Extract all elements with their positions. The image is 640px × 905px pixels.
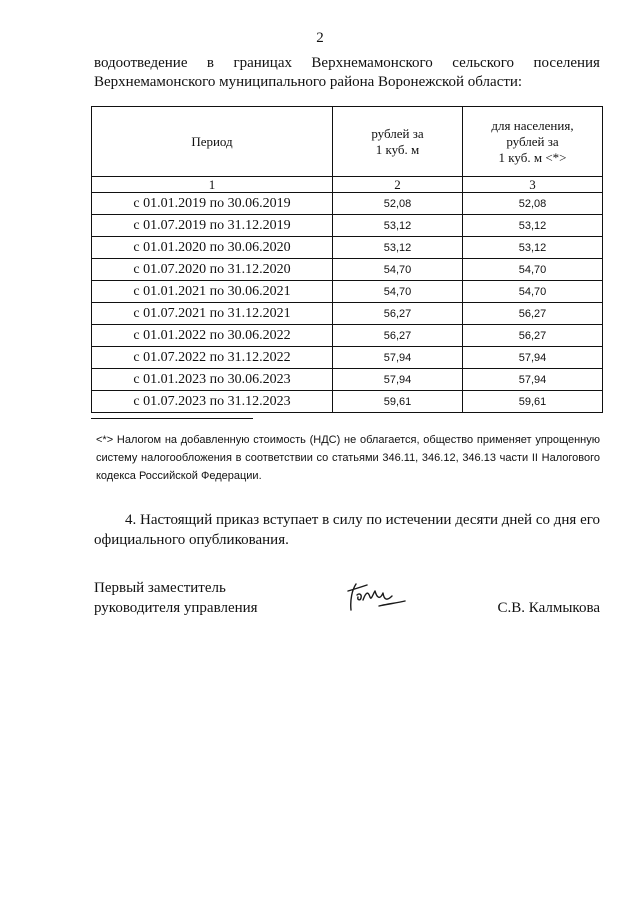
period-cell: с 01.07.2023 по 31.12.2023 (92, 391, 333, 413)
population-price-cell: 53,12 (463, 215, 603, 237)
intro-line-1 (94, 54, 600, 73)
clause-4: 4. Настоящий приказ вступает в силу по истечении десяти дней со дня его официального опубликования. (94, 512, 600, 548)
population-price-cell: 57,94 (463, 347, 603, 369)
table-row (92, 303, 603, 325)
table-row (92, 281, 603, 303)
footnote: <*> Налогом на добавленную стоимость (НДС) не облагается, общество применяет упрощенную систему налогообложения в соответствии со статьями 346.11, 346.12, 346.13 части II Налогового кодекса Российской Федерации. (96, 434, 600, 482)
population-price-cell: 56,27 (463, 303, 603, 325)
intro-line-2: Верхнемамонского муниципального района Воронежской области: (94, 74, 523, 90)
table-row (92, 193, 603, 215)
population-price-cell: 57,94 (463, 369, 603, 391)
intro-word: границах (233, 55, 292, 71)
population-price-cell: 56,27 (463, 325, 603, 347)
table-row (92, 259, 603, 281)
period-cell: с 01.01.2022 по 30.06.2022 (92, 325, 333, 347)
price-cell: 57,94 (333, 369, 463, 391)
table-row (92, 215, 603, 237)
price-cell: 56,27 (333, 325, 463, 347)
header-period: Период (92, 107, 333, 177)
column-number: 2 (333, 177, 463, 193)
table-row (92, 237, 603, 259)
page-number: 2 (316, 30, 324, 46)
price-cell: 54,70 (333, 259, 463, 281)
price-cell: 54,70 (333, 281, 463, 303)
population-price-cell: 54,70 (463, 259, 603, 281)
period-cell: с 01.01.2023 по 30.06.2023 (92, 369, 333, 391)
column-number-row (92, 177, 603, 193)
price-cell: 59,61 (333, 391, 463, 413)
header-price: рублей за 1 куб. м (333, 107, 463, 177)
population-price-cell: 52,08 (463, 193, 603, 215)
table-row (92, 325, 603, 347)
footnote-divider (91, 418, 253, 419)
price-cell: 52,08 (333, 193, 463, 215)
column-number: 3 (463, 177, 603, 193)
price-cell: 53,12 (333, 215, 463, 237)
period-cell: с 01.01.2019 по 30.06.2019 (92, 193, 333, 215)
period-cell: с 01.07.2019 по 31.12.2019 (92, 215, 333, 237)
intro-word: в (206, 55, 215, 71)
price-cell: 57,94 (333, 347, 463, 369)
period-cell: с 01.01.2021 по 30.06.2021 (92, 281, 333, 303)
period-cell: с 01.07.2021 по 31.12.2021 (92, 303, 333, 325)
period-cell: с 01.07.2020 по 31.12.2020 (92, 259, 333, 281)
price-cell: 56,27 (333, 303, 463, 325)
signatory-name: С.В. Калмыкова (497, 600, 600, 616)
population-price-cell: 53,12 (463, 237, 603, 259)
population-price-cell: 54,70 (463, 281, 603, 303)
intro-word: Верхнемамонского (311, 55, 433, 71)
header-population-price: для населения, рублей за 1 куб. м <*> (463, 107, 603, 177)
signatory-position (94, 578, 258, 618)
table-row (92, 369, 603, 391)
intro-word: поселения (533, 55, 600, 71)
signatory-position-line: руководителя управления (94, 600, 258, 616)
period-cell: с 01.07.2022 по 31.12.2022 (92, 347, 333, 369)
signatory-position-line: Первый заместитель (94, 580, 226, 596)
intro-word: водоотведение (94, 55, 188, 71)
column-number: 1 (92, 177, 333, 193)
population-price-cell: 59,61 (463, 391, 603, 413)
table-row (92, 347, 603, 369)
price-cell: 53,12 (333, 237, 463, 259)
table-header-row (92, 107, 603, 177)
handwritten-signature (345, 580, 407, 612)
intro-paragraph (94, 54, 600, 92)
table-row (92, 391, 603, 413)
tariff-table (91, 106, 603, 413)
period-cell: с 01.01.2020 по 30.06.2020 (92, 237, 333, 259)
intro-word: сельского (452, 55, 515, 71)
